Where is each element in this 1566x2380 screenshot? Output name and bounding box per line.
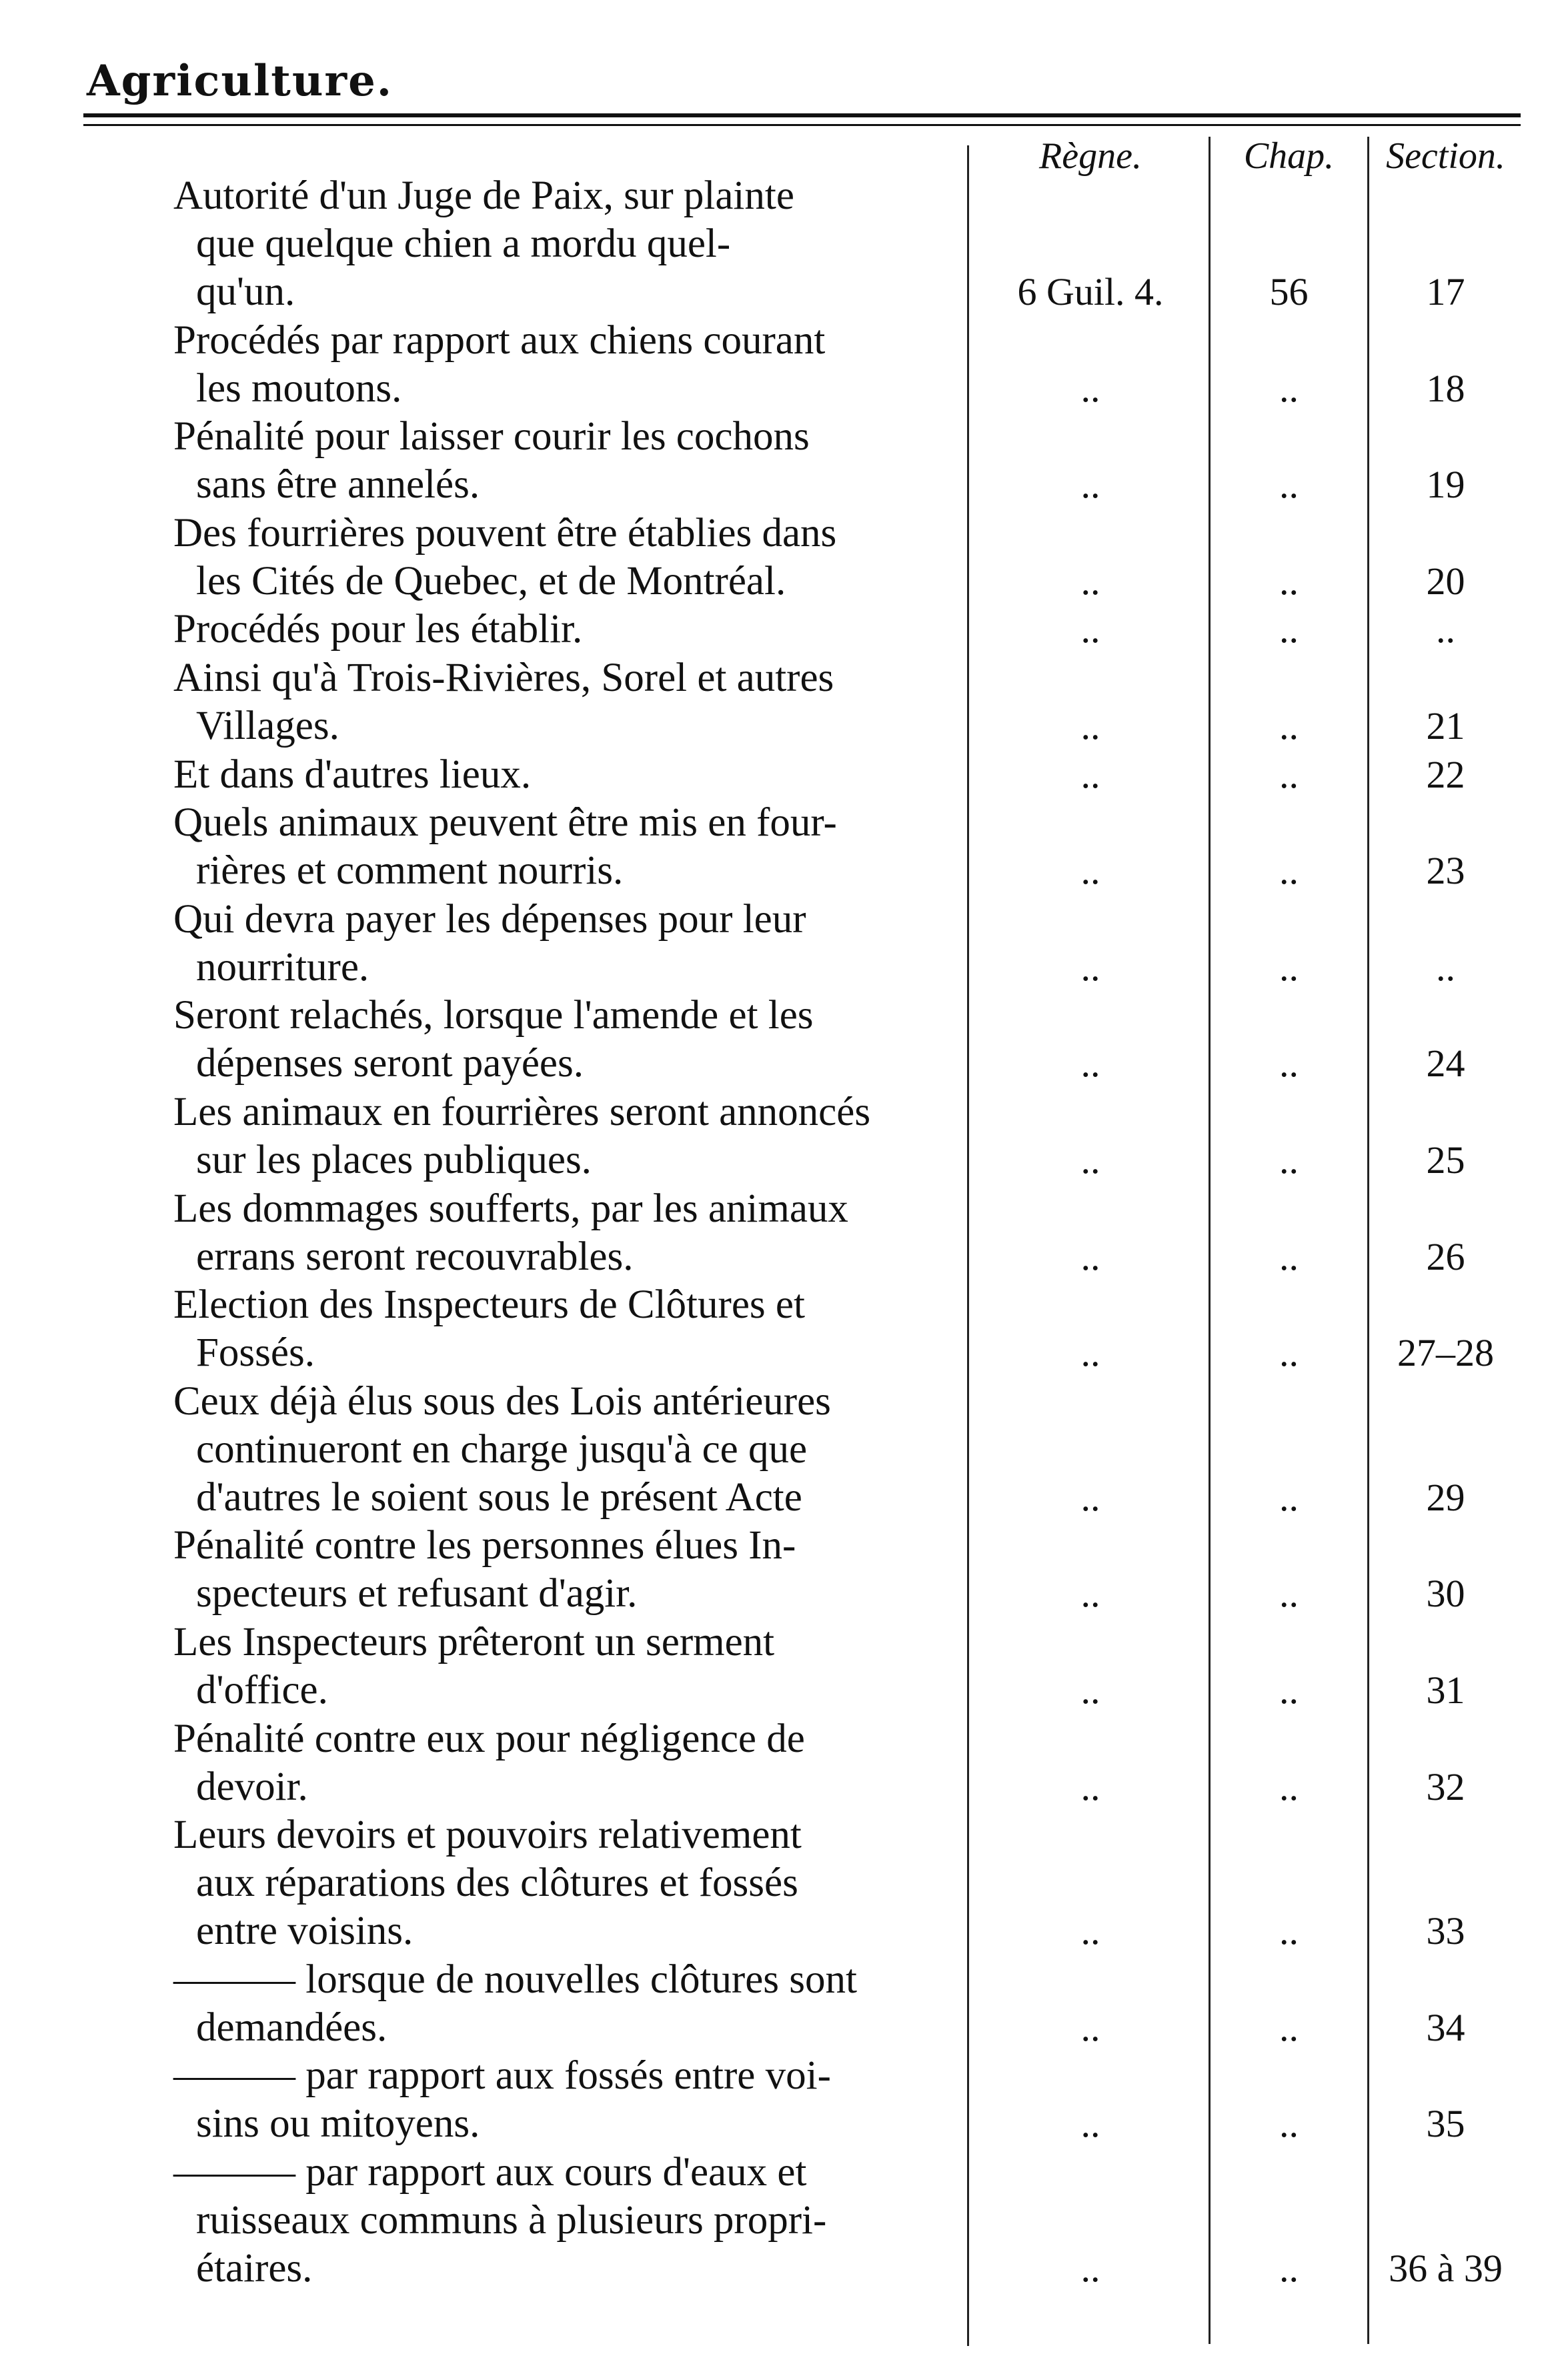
- table-row: [0, 509, 1566, 604]
- section-cell: 35: [1426, 2102, 1465, 2146]
- chap-cell: ..: [1279, 608, 1299, 652]
- column-divider-chap: [1367, 137, 1369, 2344]
- regne-cell: ..: [1080, 559, 1100, 603]
- entry-description: [175, 317, 962, 413]
- section-cell: 31: [1426, 1668, 1465, 1712]
- section-cell: 34: [1426, 2005, 1465, 2049]
- regne-cell: ..: [1080, 752, 1100, 796]
- description-line: Pénalité pour laisser courir les cochons: [173, 414, 810, 459]
- section-cell: 32: [1426, 1764, 1465, 1809]
- header-rule-thin: [83, 124, 1521, 126]
- description-line: ——— par rapport aux cours d'eaux et: [173, 2150, 807, 2195]
- description-line: sur les places publiques.: [196, 1138, 592, 1182]
- section-cell: 23: [1426, 849, 1465, 893]
- section-cell: 25: [1426, 1138, 1465, 1182]
- entry-description: [175, 1522, 962, 1618]
- table-row: [0, 2149, 1566, 2291]
- section-cell: 33: [1426, 1909, 1465, 1953]
- description-line: demandées.: [196, 2005, 387, 2050]
- description-line: d'office.: [196, 1668, 328, 1712]
- description-line: Leurs devoirs et pouvoirs relativement: [173, 1813, 802, 1858]
- table-row: [0, 751, 1566, 797]
- regne-cell: ..: [1080, 1764, 1100, 1809]
- description-line: Villages.: [196, 704, 339, 748]
- table-row: [0, 654, 1566, 748]
- chap-cell: ..: [1279, 463, 1299, 507]
- entry-description: [175, 172, 962, 316]
- chap-cell: ..: [1279, 366, 1299, 410]
- regne-cell: ..: [1080, 1475, 1100, 1519]
- regne-cell: ..: [1080, 704, 1100, 748]
- table-row: [0, 992, 1566, 1086]
- entry-description: [175, 1811, 962, 1955]
- description-line: Des fourrières pouvent être établies dans: [173, 510, 837, 555]
- entry-description: [175, 1618, 962, 1714]
- section-cell: 20: [1426, 559, 1465, 603]
- column-header-chap: Chap.: [1243, 135, 1335, 177]
- chap-cell: ..: [1279, 1909, 1299, 1953]
- regne-cell: ..: [1080, 1331, 1100, 1375]
- description-line: Les animaux en fourrières seront annoncés: [173, 1090, 871, 1134]
- entry-description: [175, 1185, 962, 1281]
- description-line: sans être annelés.: [196, 462, 480, 507]
- table-row: [0, 1185, 1566, 1279]
- chap-cell: ..: [1279, 1234, 1299, 1278]
- table-row: [0, 1715, 1566, 1809]
- table-row: [0, 1378, 1566, 1520]
- chap-cell: ..: [1279, 1764, 1299, 1809]
- entry-description: [175, 751, 962, 799]
- table-row: [0, 317, 1566, 411]
- chap-cell: ..: [1279, 945, 1299, 989]
- entry-description: [175, 992, 962, 1088]
- regne-cell: ..: [1080, 2005, 1100, 2049]
- regne-cell: ..: [1080, 463, 1100, 507]
- description-line: Les Inspecteurs prêteront un serment: [173, 1620, 775, 1664]
- description-line: d'autres le soient sous le présent Acte: [196, 1474, 802, 1520]
- description-line: que quelque chien a mordu quel-: [196, 221, 731, 266]
- entry-description: [175, 1956, 962, 2052]
- table-row: [0, 1811, 1566, 1954]
- table-row: [0, 1618, 1566, 1712]
- regne-cell: ..: [1080, 1668, 1100, 1712]
- regne-cell: ..: [1080, 1138, 1100, 1182]
- entry-description: [175, 896, 962, 992]
- entry-description: [175, 2052, 962, 2148]
- section-cell: 18: [1426, 366, 1465, 410]
- section-cell: ..: [1436, 608, 1455, 652]
- chap-cell: ..: [1279, 1138, 1299, 1182]
- entry-description: [175, 1715, 962, 1811]
- header-rule-thick: [83, 113, 1521, 117]
- description-line: ——— lorsque de nouvelles clôtures sont: [173, 1957, 857, 2002]
- description-line: Fossés.: [196, 1330, 315, 1376]
- chap-cell: ..: [1279, 1042, 1299, 1086]
- regne-cell: ..: [1080, 1042, 1100, 1086]
- chap-cell: ..: [1279, 849, 1299, 893]
- description-line: entre voisins.: [196, 1909, 414, 1954]
- description-line: Ainsi qu'à Trois-Rivières, Sorel et autres: [173, 656, 834, 700]
- entry-description: [175, 2149, 962, 2293]
- entry-description: [175, 654, 962, 750]
- section-cell: 29: [1426, 1475, 1465, 1519]
- section-cell: 17: [1426, 270, 1465, 313]
- chap-cell: ..: [1279, 2005, 1299, 2049]
- description-line: ruisseaux communs à plusieurs propri-: [196, 2198, 827, 2243]
- description-line: les moutons.: [196, 365, 402, 411]
- description-line: continueront en charge jusqu'à ce que: [196, 1426, 808, 1472]
- description-line: Procédés par rapport aux chiens courant: [173, 317, 826, 363]
- description-line: Procédés pour les établir.: [173, 607, 583, 652]
- entry-description: [175, 1281, 962, 1377]
- column-header-regne: Règne.: [1039, 135, 1142, 177]
- description-line: Pénalité contre eux pour négligence de: [173, 1716, 805, 1761]
- section-cell: 26: [1426, 1234, 1465, 1278]
- table-row: [0, 1522, 1566, 1616]
- chap-cell: ..: [1279, 1668, 1299, 1712]
- table-row: [0, 1088, 1566, 1182]
- chap-cell: ..: [1279, 2102, 1299, 2146]
- section-cell: 19: [1426, 463, 1465, 507]
- section-cell: 27–28: [1397, 1331, 1494, 1375]
- table-row: [0, 1956, 1566, 2050]
- description-line: Et dans d'autres lieux.: [173, 752, 532, 797]
- table-row: [0, 2052, 1566, 2147]
- description-line: devoir.: [196, 1764, 308, 1809]
- chap-cell: ..: [1279, 1331, 1299, 1375]
- description-line: Election des Inspecteurs de Clôtures et: [173, 1282, 805, 1328]
- regne-cell: ..: [1080, 366, 1100, 410]
- table-row: [0, 172, 1566, 314]
- description-line: sins ou mitoyens.: [196, 2101, 480, 2147]
- description-line: rières et comment nourris.: [196, 848, 624, 894]
- table-row: [0, 896, 1566, 990]
- section-cell: 30: [1426, 1572, 1465, 1616]
- chap-cell: ..: [1279, 2247, 1299, 2290]
- entry-description: [175, 413, 962, 509]
- regne-cell: ..: [1080, 1572, 1100, 1616]
- entry-description: [175, 1088, 962, 1184]
- entry-description: [175, 799, 962, 895]
- description-line: Quels animaux peuvent être mis en four-: [173, 800, 837, 846]
- section-cell: 36 à 39: [1389, 2247, 1503, 2290]
- description-line: Pénalité contre les personnes élues In-: [173, 1523, 796, 1568]
- description-line: nourriture.: [196, 944, 369, 990]
- chap-cell: ..: [1279, 1475, 1299, 1519]
- description-line: dépenses seront payées.: [196, 1041, 584, 1086]
- description-line: Ceux déjà élus sous des Lois antérieures: [173, 1378, 831, 1424]
- description-line: specteurs et refusant d'agir.: [196, 1571, 638, 1616]
- column-divider-description: [967, 145, 969, 2346]
- entry-description: [175, 1378, 962, 1522]
- section-cell: ..: [1436, 945, 1455, 989]
- description-line: qu'un.: [196, 269, 295, 314]
- chap-cell: ..: [1279, 704, 1299, 748]
- chap-cell: ..: [1279, 1572, 1299, 1616]
- description-line: Les dommages soufferts, par les animaux: [173, 1186, 848, 1231]
- page-title: Agriculture.: [87, 56, 394, 106]
- entry-description: [175, 509, 962, 606]
- description-line: étaires.: [196, 2246, 313, 2291]
- regne-cell: ..: [1080, 1234, 1100, 1278]
- entry-description: [175, 606, 962, 654]
- section-cell: 22: [1426, 752, 1465, 796]
- description-line: Seront relachés, lorsque l'amende et les: [173, 993, 814, 1038]
- regne-cell: ..: [1080, 2247, 1100, 2290]
- description-line: Qui devra payer les dépenses pour leur: [173, 896, 806, 942]
- regne-cell: ..: [1080, 1909, 1100, 1953]
- chap-cell: 56: [1269, 270, 1309, 313]
- table-row: [0, 413, 1566, 507]
- description-line: errans seront recouvrables.: [196, 1234, 634, 1279]
- description-line: ——— par rapport aux fossés entre voi-: [173, 2053, 831, 2099]
- section-cell: 21: [1426, 704, 1465, 748]
- regne-cell: 6 Guil. 4.: [1017, 270, 1164, 313]
- chap-cell: ..: [1279, 559, 1299, 603]
- description-line: aux réparations des clôtures et fossés: [196, 1861, 798, 1906]
- column-header-section: Section.: [1386, 135, 1505, 177]
- chap-cell: ..: [1279, 752, 1299, 796]
- table-row: [0, 1281, 1566, 1376]
- description-line: les Cités de Quebec, et de Montréal.: [196, 558, 786, 604]
- regne-cell: ..: [1080, 608, 1100, 652]
- regne-cell: ..: [1080, 849, 1100, 893]
- table-row: [0, 606, 1566, 652]
- section-cell: 24: [1426, 1042, 1465, 1086]
- regne-cell: ..: [1080, 945, 1100, 989]
- description-line: Autorité d'un Juge de Paix, sur plainte: [173, 173, 794, 218]
- table-row: [0, 799, 1566, 894]
- regne-cell: ..: [1080, 2102, 1100, 2146]
